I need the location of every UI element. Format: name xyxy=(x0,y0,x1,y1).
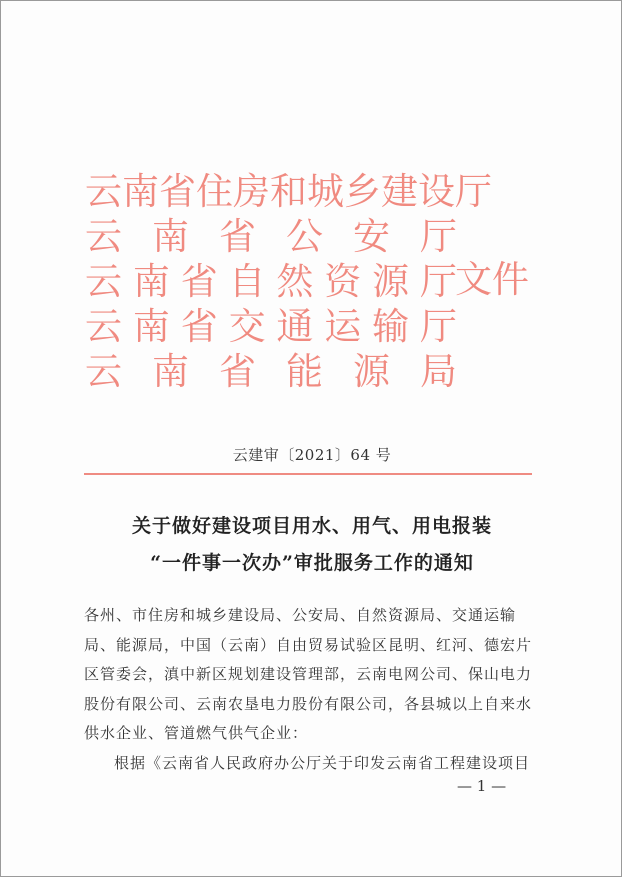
document-title-line-2: “一件事一次办”审批服务工作的通知 xyxy=(150,552,474,574)
issuer-line xyxy=(85,214,545,259)
issuer-name: 云南省自然资源厅 xyxy=(85,260,457,303)
page-number: — 1 — xyxy=(457,777,507,795)
paragraph-start: 根据《云南省人民政府办公厅关于印发云南省工程建设项目 xyxy=(114,753,531,772)
document-number: 云建审〔2021〕64 号 xyxy=(232,446,392,464)
red-divider xyxy=(84,473,532,475)
body-line: 供水企业、管道燃气供气企业： xyxy=(84,724,309,742)
issuer-name: 云南省公安厅 xyxy=(85,215,457,258)
issuer-name: 云南省住房和城乡建设厅 xyxy=(85,170,492,213)
document-title-line-1: 关于做好建设项目用水、用气、用电报装 xyxy=(131,515,492,537)
issuer-line xyxy=(85,169,545,214)
issuer-line xyxy=(85,349,545,394)
body-line: 区管委会，滇中新区规划建设管理部，云南电网公司、保山电力 xyxy=(84,665,533,683)
doc-type-suffix: 文件 xyxy=(455,258,529,301)
body-line: 局、能源局，中国（云南）自由贸易试验区昆明、红河、德宏片 xyxy=(84,635,533,654)
issuer-name: 云南省能源局 xyxy=(85,350,457,393)
issuer-block xyxy=(85,169,545,394)
issuer-line xyxy=(85,304,545,349)
document-body xyxy=(84,601,536,778)
body-line: 各州、市住房和城乡建设局、公安局、自然资源局、交通运输 xyxy=(84,606,517,624)
body-line: 股份有限公司、云南农垦电力股份有限公司，各县城以上自来水 xyxy=(84,694,533,713)
issuer-name: 云南省交通运输厅 xyxy=(85,305,457,348)
